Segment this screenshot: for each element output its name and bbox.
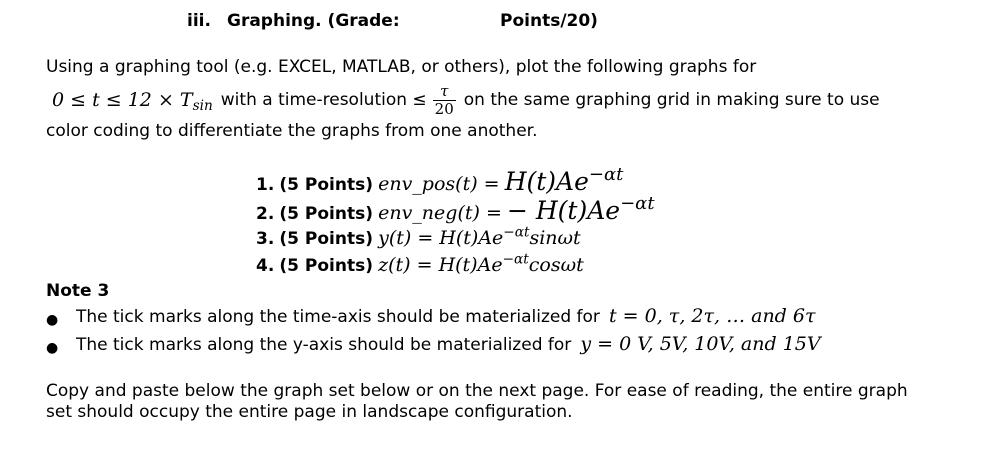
time-range-expression: $0 \le t \le 12 \times T_{sin}$: [52, 89, 213, 115]
intro-line-2-end: on the same graphing grid in making sure to use: [463, 90, 880, 110]
intro-line-1: Using a graphing tool (e.g. EXCEL, MATLAB, or others), plot the following graphs for: [46, 57, 757, 77]
item-1: 1. (5 Points) env_pos(t) = $H(t)Ae^{-\alpha t}$: [256, 164, 624, 196]
note-bullet-1: The tick marks along the time-axis should be materialized for t = 0, τ, 2τ, … and 6τ: [76, 305, 816, 327]
intro-line-3: color coding to differentiate the graphs from one another.: [46, 121, 538, 141]
item-4: 4. (5 Points) $z(t) = H(t)Ae^{-\alpha t}\cos\omega t$: [256, 251, 584, 276]
points-label: Points/20): [500, 11, 598, 31]
intro-line-2: [52, 82, 880, 118]
section-title: Graphing. (Grade:: [227, 11, 400, 31]
item-3: 3. (5 Points) $y(t) = H(t)Ae^{-\alpha t}\sin\omega t$: [256, 224, 581, 249]
bullet-icon: ●: [46, 312, 59, 328]
note-bullet-2: The tick marks along the y-axis should be materialized for y = 0 V, 5V, 10V, and 15V: [76, 333, 821, 355]
time-resolution-text: with a time-resolution ≤: [220, 90, 427, 110]
footer-line-2: set should occupy the entire page in landscape configuration.: [46, 402, 573, 422]
bullet-icon: ●: [46, 340, 59, 356]
footer-line-1: Copy and paste below the graph set below or on the next page. For ease of reading, the entire graph: [46, 381, 908, 401]
item-2: 2. (5 Points) env_neg(t) = − $H(t)Ae^{-\alpha t}$: [256, 193, 655, 225]
note-heading: Note 3: [46, 281, 110, 301]
tau-over-20-fraction: $\frac{\tau}{20}$: [434, 81, 454, 118]
section-numeral: iii.: [187, 11, 211, 31]
